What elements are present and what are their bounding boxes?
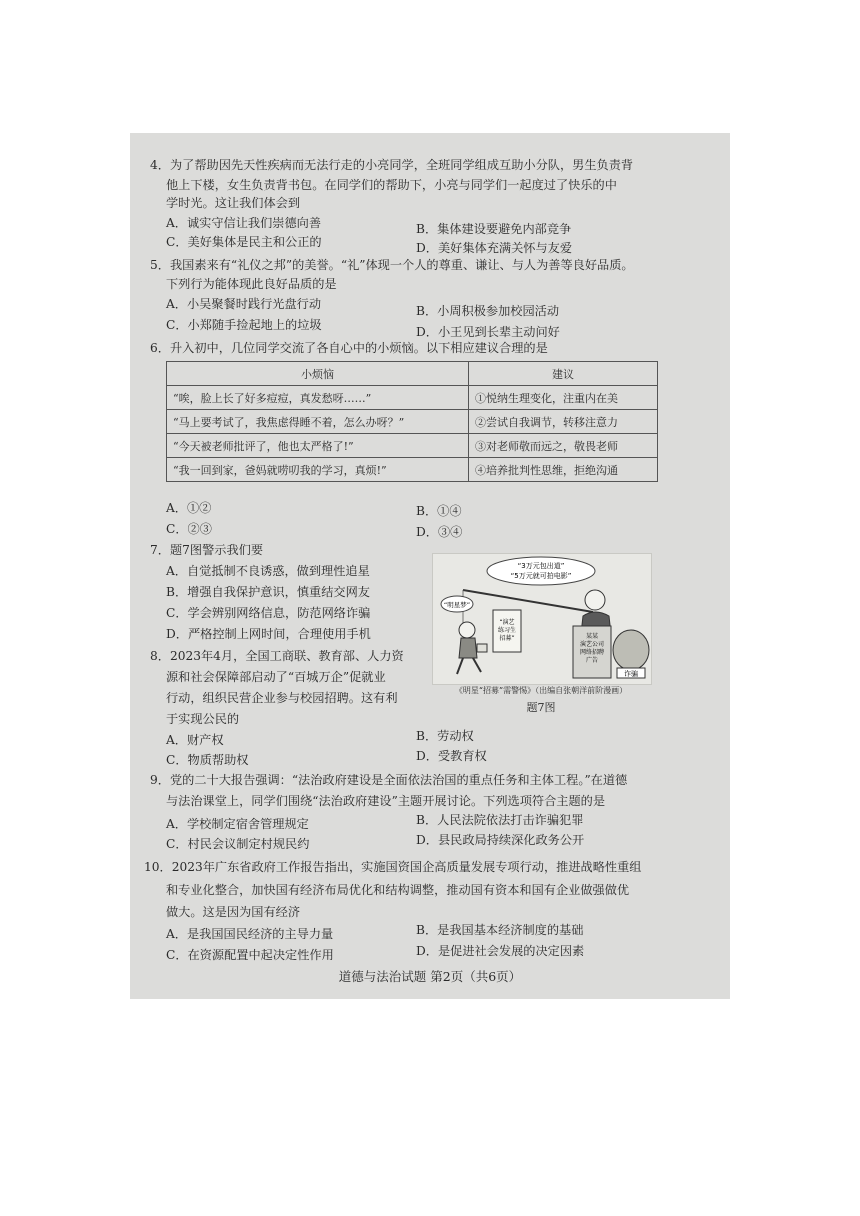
q10-stem-line-2: 和专业化整合，加快国有经济布局优化和结构调整，推动国有资本和国有企业做强做优 (166, 883, 630, 897)
q4-stem-line-1: 4．为了帮助因先天性疾病而无法行走的小亮同学，全班同学组成互助小分队，男生负责背 (150, 158, 634, 172)
exam-page (130, 133, 730, 999)
q9-option-b: B．人民法院依法打击诈骗犯罪 (416, 813, 584, 827)
q7-figure-title: 题7图 (526, 701, 556, 714)
q6-table-header (167, 362, 658, 386)
svg-text:练习生: 练习生 (497, 627, 517, 634)
q7-option-a: A．自觉抵制不良诱惑，做到理性追星 (166, 564, 370, 578)
q4-stem-line-2: 他上下楼，女生负责背书包。在同学们的帮助下，小亮与同学们一起度过了快乐的中 (166, 178, 617, 192)
q6-option-a: A．①② (166, 501, 212, 515)
q4-option-a: A．诚实守信让我们崇德向善 (166, 216, 322, 230)
q6-option-d: D．③④ (416, 525, 463, 539)
q6-worry-3: “今天被老师批评了，他也太严格了!” (167, 434, 469, 458)
q7-option-b: B．增强自我保护意识，慎重结交网友 (166, 585, 370, 599)
table-row (167, 434, 658, 458)
svg-text:演艺公司: 演艺公司 (579, 641, 605, 648)
q10-option-c: C．在资源配置中起决定性作用 (166, 948, 334, 962)
q6-worry-2: “马上要考试了，我焦虑得睡不着，怎么办呀？” (167, 410, 469, 434)
q8-option-c: C．物质帮助权 (166, 753, 249, 767)
q4-option-c: C．美好集体是民主和公正的 (166, 235, 322, 249)
q5-option-d: D．小王见到长辈主动问好 (416, 325, 560, 339)
q7-figure-caption: 《明星“招募”需警惕》（出编自张朝洋前阶漫画） (454, 686, 628, 695)
q6-stem: 6．升入初中，几位同学交流了各自心中的小烦恼。以下相应建议合理的是 (150, 341, 548, 355)
q7-bubble-line-2: “5万元就可拍电影” (510, 572, 572, 580)
q8-option-d: D．受教育权 (416, 749, 487, 763)
q10-stem-line-3: 做大。这是因为国有经济 (166, 905, 301, 919)
q7-bubble-line-1: “3万元包出道” (517, 562, 565, 570)
table-row (167, 386, 658, 410)
q9-option-a: A．学校制定宿舍管理规定 (166, 817, 309, 831)
q6-header-worry: 小烦恼 (167, 362, 469, 386)
table-row (167, 410, 658, 434)
q7-cartoon-illustration (433, 554, 651, 684)
q8-stem-line-2: 源和社会保障部启动了“百城万企”促就业 (166, 670, 386, 684)
q10-option-b: B．是我国基本经济制度的基础 (416, 923, 584, 937)
q8-option-b: B．劳动权 (416, 729, 474, 743)
q4-option-d: D．美好集体充满关怀与友爱 (416, 241, 573, 255)
q4-option-b: B．集体建设要避免内部竞争 (416, 222, 572, 236)
q6-advice-2: ②尝试自我调节，转移注意力 (469, 410, 658, 434)
q10-stem-line-1: 10．2023年广东省政府工作报告指出，实施国资国企高质量发展专项行动，推进战略性重组 (144, 860, 642, 874)
q4-stem-line-3: 学时光。这让我们体会到 (166, 196, 301, 210)
q7-sack-label: 诈骗 (624, 670, 638, 678)
q6-option-b: B．①④ (416, 504, 462, 518)
table-row (167, 458, 658, 482)
svg-text:“演艺: “演艺 (499, 619, 515, 626)
page-footer: 道德与法治试题 第2页（共6页） (338, 969, 522, 984)
q5-stem-line-1: 5．我国素来有“礼仪之邦”的美誉。“礼”体现一个人的尊重、谦让、与人为善等良好品质。 (150, 258, 634, 272)
q10-option-a: A．是我国国民经济的主导力量 (166, 927, 334, 941)
q6-worry-4: “我一回到家，爸妈就唠叨我的学习，真烦!” (167, 458, 469, 482)
q7-cartoon-figure (432, 553, 652, 685)
q6-advice-1: ①悦纳生理变化，注重内在美 (469, 386, 658, 410)
q8-stem-line-3: 行动，组织民营企业参与校园招聘。这有利 (166, 691, 398, 705)
q9-option-d: D．县民政局持续深化政务公开 (416, 833, 585, 847)
q5-option-c: C．小郑随手捡起地上的垃圾 (166, 318, 322, 332)
svg-text:某某: 某某 (585, 633, 599, 640)
q9-stem-line-2: 与法治课堂上，同学们围绕“法治政府建设”主题开展讨论。下列选项符合主题的是 (166, 794, 606, 808)
q8-stem-line-4: 于实现公民的 (166, 712, 240, 726)
q10-option-d: D．是促进社会发展的决定因素 (416, 944, 585, 958)
q5-option-a: A．小吴聚餐时践行光盘行动 (166, 297, 322, 311)
q7-option-c: C．学会辨别网络信息，防范网络诈骗 (166, 606, 371, 620)
q5-option-b: B．小周积极参加校园活动 (416, 304, 560, 318)
q9-stem-line-1: 9．党的二十大报告强调：“法治政府建设是全面依法治国的重点任务和主体工程。”在道德 (150, 773, 628, 787)
q6-option-c: C．②③ (166, 522, 212, 536)
q6-table (166, 361, 658, 482)
svg-text:网络招聘: 网络招聘 (579, 649, 605, 656)
q7-option-d: D．严格控制上网时间，合理使用手机 (166, 627, 371, 641)
q6-advice-3: ③对老师敬而远之，敬畏老师 (469, 434, 658, 458)
q6-advice-4: ④培养批判性思维，拒绝沟通 (469, 458, 658, 482)
q6-worry-1: “唉，脸上长了好多痘痘，真发愁呀……” (167, 386, 469, 410)
q9-option-c: C．村民会议制定村规民约 (166, 837, 310, 851)
q7-girl-thought: “明星梦” (443, 601, 471, 609)
q5-stem-line-2: 下列行为能体现此良好品质的是 (166, 277, 337, 291)
q7-stem: 7．题7图警示我们要 (150, 543, 264, 557)
q6-header-advice: 建议 (469, 362, 658, 386)
svg-text:招募”: 招募” (499, 635, 515, 642)
q8-stem-line-1: 8．2023年4月，全国工商联、教育部、人力资 (150, 649, 404, 663)
q8-option-a: A．财产权 (166, 733, 224, 747)
svg-text:广告: 广告 (585, 657, 599, 664)
